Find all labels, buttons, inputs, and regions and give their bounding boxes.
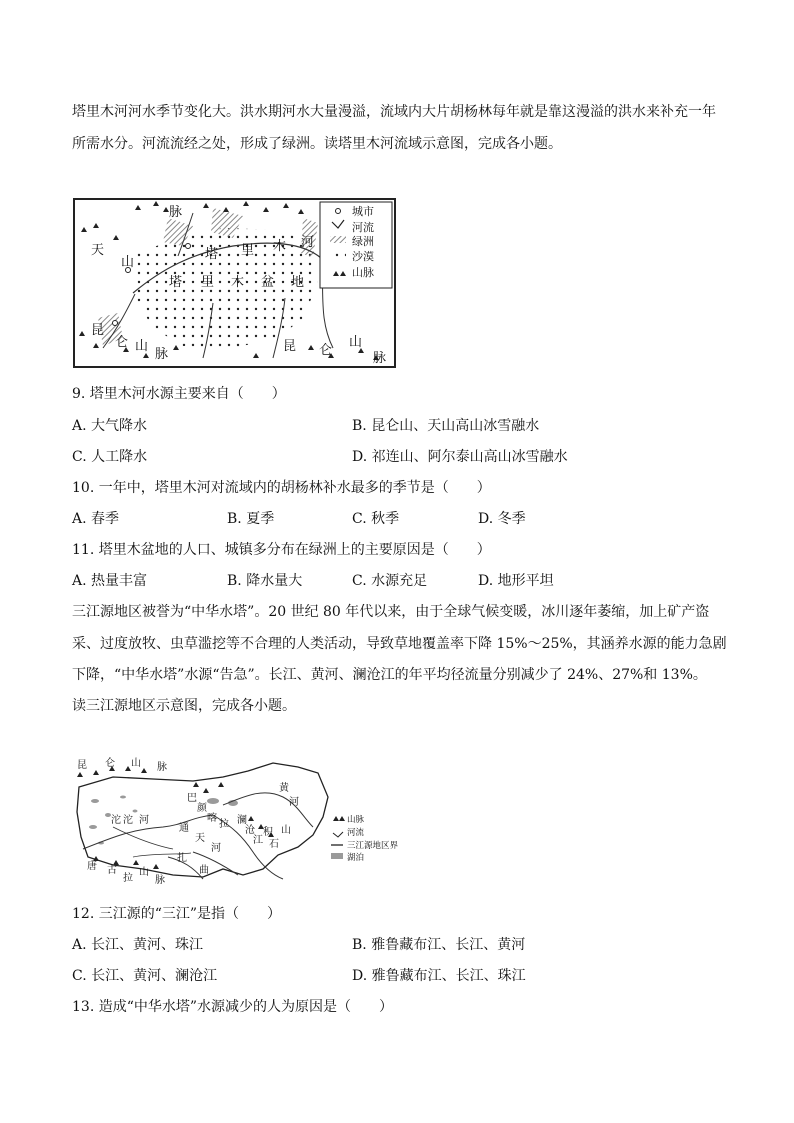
map1-legend xyxy=(320,202,392,288)
q10-option-c[interactable]: C. 秋季 xyxy=(352,511,400,527)
passage2-line1: 三江源地区被誉为“中华水塔”。20 世纪 80 年代以来，由于全球气候变暖，冰川逐年萎缩，加上矿产盗 xyxy=(72,604,710,620)
q10-option-d[interactable]: D. 冬季 xyxy=(478,511,526,527)
map2-label-ka: 喀 xyxy=(207,813,217,824)
map2-label-lun: 仑 xyxy=(105,758,115,769)
q12-option-b[interactable]: B. 雅鲁藏布江、长江、黄河 xyxy=(352,937,526,953)
map2-label-tuo2: 沱 xyxy=(123,815,133,826)
legend-city-label: 城市 xyxy=(352,205,374,218)
legend-desert-label: 沙漠 xyxy=(352,250,374,263)
legend-lake-icon xyxy=(331,853,343,859)
map2-label-lan: 澜 xyxy=(237,815,247,826)
q9-stem: 9. 塔里木河水源主要来自（ ） xyxy=(72,386,286,402)
map2-label-kun: 昆 xyxy=(77,760,87,771)
map1-label-ta: 塔 xyxy=(205,247,219,262)
legend-boundary-label: 三江源地区界 xyxy=(347,841,398,851)
map1-label-ta2: 塔 xyxy=(169,275,183,290)
passage1-line2: 所需水分。河流流经之处，形成了绿洲。读塔里木河流域示意图，完成各小题。 xyxy=(72,136,562,152)
map2-label-he2: 河 xyxy=(211,843,221,854)
map1-label-lun2: 仑 xyxy=(319,343,333,358)
map2-label-he: 河 xyxy=(139,815,149,826)
map1-label-he: 河 xyxy=(301,235,315,250)
passage2-line4: 读三江源地区示意图，完成各小题。 xyxy=(72,698,296,714)
map1-label-mai3: 脉 xyxy=(373,351,387,366)
q11-stem: 11. 塔里木盆地的人口、城镇多分布在绿洲上的主要原因是（ ） xyxy=(72,542,491,558)
map1-label-pen: 盆 xyxy=(261,275,275,290)
map2-label-ji: 积 xyxy=(263,827,273,838)
q12-option-c[interactable]: C. 长江、黄河、澜沧江 xyxy=(72,968,218,984)
map2-label-za: 扎 xyxy=(177,853,187,864)
map1-label-mu: 木 xyxy=(273,239,287,254)
map2-label-tang: 唐 xyxy=(87,861,97,872)
passage1-line1: 塔里木河河水季节变化大。洪水期河水大量漫溢，流域内大片胡杨林每年就是靠这漫溢的洪水来补充一年 xyxy=(72,104,716,120)
map1-label-li: 里 xyxy=(241,243,255,258)
map2-label-la2: 拉 xyxy=(123,873,133,884)
map2-label-yan: 颜 xyxy=(197,803,207,814)
legend-river-label: 河流 xyxy=(347,828,365,838)
q11-option-c[interactable]: C. 水源充足 xyxy=(352,573,428,589)
city-dot xyxy=(113,321,118,326)
map1-label-li2: 里 xyxy=(201,275,215,290)
legend-mountain-label: 山脉 xyxy=(352,266,374,279)
map1-label-shan2: 山 xyxy=(135,339,149,354)
three-river-source-map xyxy=(73,757,398,885)
map2-label-la: 拉 xyxy=(219,819,229,830)
legend-desert-icon xyxy=(330,252,346,259)
map1-label-mu2: 木 xyxy=(231,275,245,290)
map1-label-tian: 天 xyxy=(91,243,105,258)
map2-label-shan2: 山 xyxy=(139,867,149,878)
map2-label-he3: 河 xyxy=(289,797,299,808)
map2-label-jiang: 江 xyxy=(253,835,263,846)
map2-label-huang: 黄 xyxy=(279,783,289,794)
legend-oasis-icon xyxy=(330,236,346,243)
map1-label-lun: 仑 xyxy=(115,335,129,350)
map1-label-kun2: 昆 xyxy=(283,339,297,354)
passage2-line3: 下降，“中华水塔”水源“告急”。长江、黄河、澜沧江的年平均径流量分别减少了 24%、27%和 13%。 xyxy=(72,667,707,683)
map2-label-cang: 沧 xyxy=(245,825,255,836)
map2-label-qu: 曲 xyxy=(199,865,209,876)
map2-label-shi: 石 xyxy=(269,839,279,850)
map2-label-shan3: 山 xyxy=(281,825,291,836)
passage2-line2: 采、过度放牧、虫草滥挖等不合理的人类活动，导致草地覆盖率下降 15%～25%，其涵养水源的能力急剧 xyxy=(72,636,727,652)
legend-city-icon xyxy=(336,209,341,214)
map1-label-kun: 昆 xyxy=(91,323,105,338)
q10-stem: 10. 一年中，塔里木河对流域内的胡杨林补水最多的季节是（ ） xyxy=(72,480,491,496)
map2-label-tian: 天 xyxy=(195,833,205,844)
q10-option-b[interactable]: B. 夏季 xyxy=(227,511,275,527)
q11-option-b[interactable]: B. 降水量大 xyxy=(227,573,303,589)
q12-option-a[interactable]: A. 长江、黄河、珠江 xyxy=(72,937,204,953)
legend-mountain-label: 山脉 xyxy=(347,815,365,825)
map2-label-mai: 脉 xyxy=(157,762,167,773)
tarim-river-basin-map xyxy=(73,198,396,368)
map2-label-gu: 古 xyxy=(107,865,117,876)
q10-option-a[interactable]: A. 春季 xyxy=(72,511,120,527)
legend-lake-label: 湖泊 xyxy=(347,853,365,863)
map2-label-shan: 山 xyxy=(131,758,141,769)
q9-option-d[interactable]: D. 祁连山、阿尔泰山高山冰雪融水 xyxy=(352,449,568,465)
q11-option-d[interactable]: D. 地形平坦 xyxy=(478,573,554,589)
q12-stem: 12. 三江源的“三江”是指（ ） xyxy=(72,906,282,922)
q11-option-a[interactable]: A. 热量丰富 xyxy=(72,573,148,589)
q13-stem: 13. 造成“中华水塔”水源减少的人为原因是（ ） xyxy=(72,999,394,1015)
q12-option-d[interactable]: D. 雅鲁藏布江、长江、珠江 xyxy=(352,968,526,984)
map1-label-mai2: 脉 xyxy=(155,347,169,362)
map1-label-shan3: 山 xyxy=(349,335,363,350)
map1-label-mai: 脉 xyxy=(169,205,183,220)
city-dot xyxy=(186,244,191,249)
legend-oasis-label: 绿洲 xyxy=(352,235,374,248)
map1-label-shan: 山 xyxy=(121,255,135,270)
q9-option-b[interactable]: B. 昆仑山、天山高山冰雪融水 xyxy=(352,418,540,434)
legend-river-label: 河流 xyxy=(352,221,374,234)
q9-option-c[interactable]: C. 人工降水 xyxy=(72,449,148,465)
q9-option-a[interactable]: A. 大气降水 xyxy=(72,418,148,434)
map2-label-tuo: 沱 xyxy=(111,815,121,826)
map2-label-mai2: 脉 xyxy=(155,875,165,885)
map1-label-di: 地 xyxy=(291,275,305,290)
map2-label-ba: 巴 xyxy=(187,793,197,804)
map2-label-tong: 通 xyxy=(179,823,189,834)
